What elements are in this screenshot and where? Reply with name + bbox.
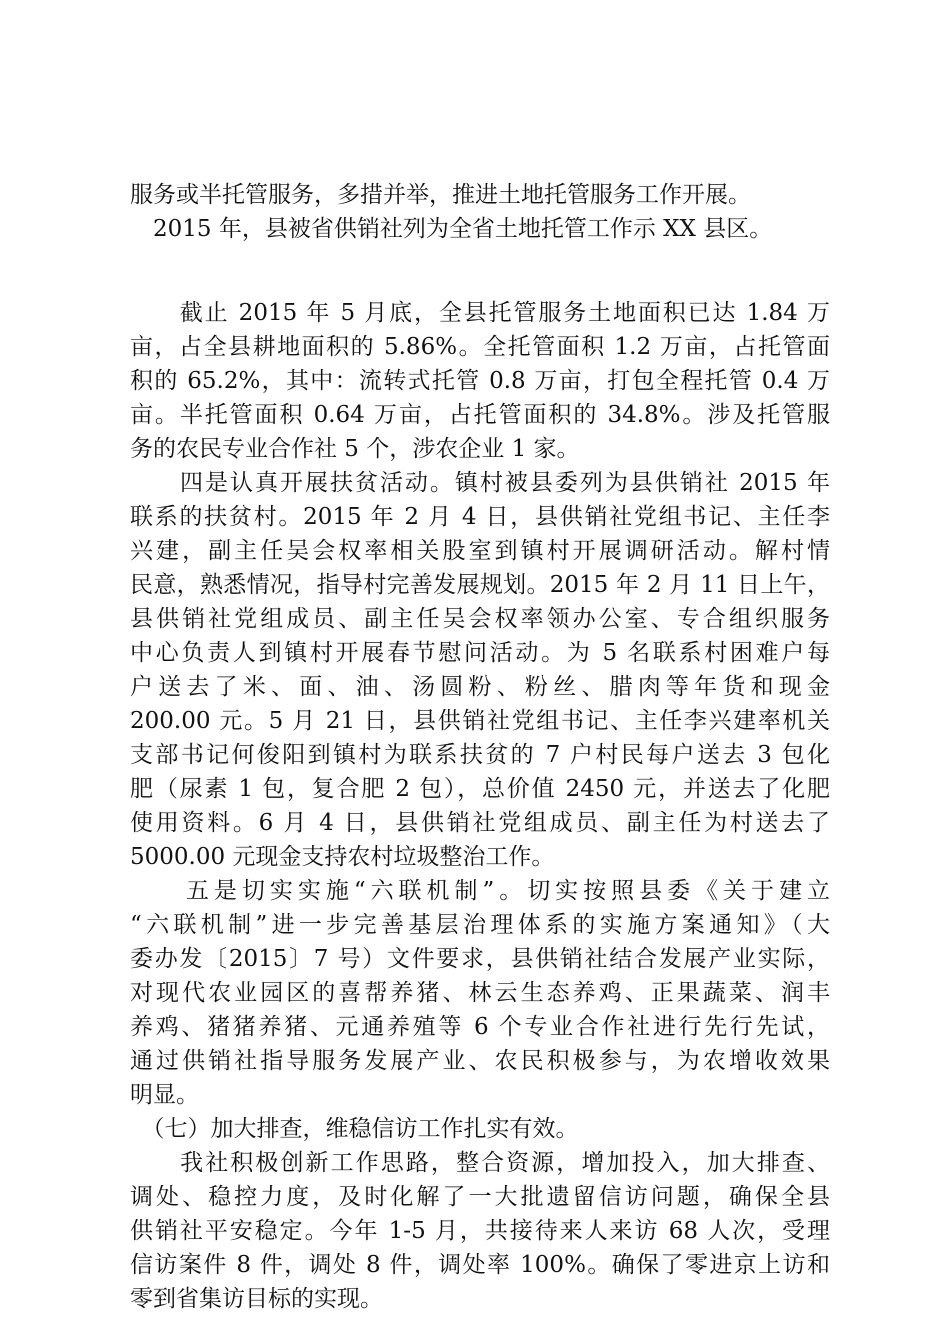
- text-line-6: 积的 65.2%，其中：流转式托管 0.8 万亩，打包全程托管 0.4 万: [130, 368, 830, 394]
- text-line-9: 四是认真开展扶贫活动。镇村被县委列为县供销社 2015 年: [130, 470, 830, 496]
- blank-line: [130, 246, 830, 280]
- text-line-30: 调处、稳控力度，及时化解了一大批遗留信访问题，确保全县: [130, 1184, 830, 1210]
- text-line-5: 亩，占全县耕地面积的 5.86%。全托管面积 1.2 万亩，占托管面: [130, 334, 830, 360]
- text-line-7: 亩。半托管面积 0.64 万亩，占托管面积的 34.8%。涉及托管服: [130, 402, 830, 428]
- text-line-15: 户送去了米、面、油、汤圆粉、粉丝、腊肉等年货和现金: [130, 674, 830, 700]
- text-line-32: 信访案件 8 件，调处 8 件，调处率 100%。确保了零进京上访和: [130, 1252, 830, 1278]
- text-line-12: 民意，熟悉情况，指导村完善发展规划。2015 年 2 月 11 日上午，: [130, 572, 830, 598]
- text-line-20: 5000.00 元现金支持农村垃圾整治工作。: [130, 844, 555, 870]
- section-heading-seven: （七）加大排查，维稳信访工作扎实有效。: [130, 1116, 579, 1142]
- text-line-33: 零到省集访目标的实现。: [130, 1286, 383, 1312]
- text-line-19: 使用资料。6 月 4 日，县供销社党组成员、副主任为村送去了: [130, 810, 830, 836]
- text-line-21: 五是切实实施“六联机制”。切实按照县委《关于建立: [130, 878, 830, 904]
- text-line-4: 截止 2015 年 5 月底，全县托管服务土地面积已达 1.84 万: [130, 300, 830, 326]
- text-line-23: 委办发〔2015〕7 号）文件要求，县供销社结合发展产业实际，: [130, 946, 830, 972]
- text-line-8: 务的农民专业合作社 5 个，涉农企业 1 家。: [130, 436, 580, 462]
- text-line-17: 支部书记何俊阳到镇村为联系扶贫的 7 户村民每户送去 3 包化: [130, 742, 830, 768]
- text-line-27: 明显。: [130, 1082, 199, 1108]
- text-line-26: 通过供销社指导服务发展产业、农民积极参与，为农增收效果: [130, 1048, 830, 1074]
- text-line-11: 兴建，副主任吴会权率相关股室到镇村开展调研活动。解村情: [130, 538, 830, 564]
- text-line-25: 养鸡、猪猪养猪、元通养殖等 6 个专业合作社进行先行先试，: [130, 1014, 830, 1040]
- text-line-2: 2015 年，县被省供销社列为全省土地托管工作示 XX 县区。: [130, 216, 773, 242]
- text-line-24: 对现代农业园区的喜帮养猪、林云生态养鸡、正果蔬菜、润丰: [130, 980, 830, 1006]
- text-line-22: “六联机制”进一步完善基层治理体系的实施方案通知》（大: [130, 912, 830, 938]
- text-line-16: 200.00 元。5 月 21 日，县供销社党组书记、主任李兴建率机关: [130, 708, 830, 734]
- text-line-31: 供销社平安稳定。今年 1-5 月，共接待来人来访 68 人次，受理: [130, 1218, 830, 1244]
- text-line-13: 县供销社党组成员、副主任吴会权率领办公室、专合组织服务: [130, 606, 830, 632]
- text-line-29: 我社积极创新工作思路，整合资源，增加投入，加大排查、: [130, 1150, 830, 1176]
- text-line-10: 联系的扶贫村。2015 年 2 月 4 日，县供销社党组书记、主任李: [130, 504, 830, 530]
- text-line-18: 肥（尿素 1 包，复合肥 2 包），总价值 2450 元，并送去了化肥: [130, 776, 830, 802]
- text-line-1: 服务或半托管服务，多措并举，推进土地托管服务工作开展。: [130, 182, 751, 208]
- text-line-14: 中心负责人到镇村开展春节慰问活动。为 5 名联系村困难户每: [130, 640, 830, 666]
